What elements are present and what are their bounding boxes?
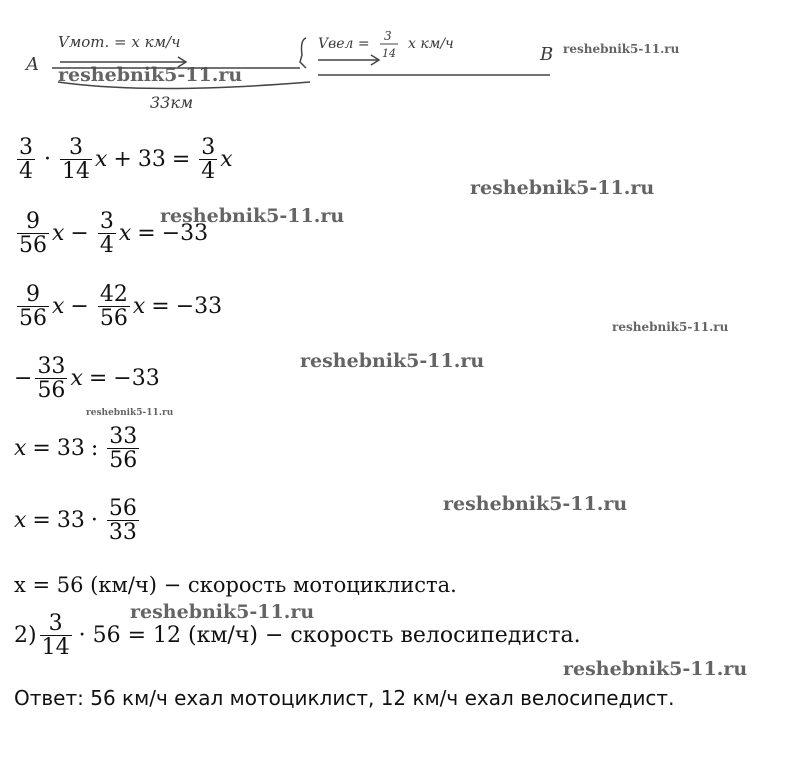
variable: x — [95, 147, 108, 173]
operator: − — [70, 221, 89, 247]
watermark: reshebnik5-11.ru — [563, 42, 680, 56]
constant: 33 — [56, 508, 85, 534]
minus-sign: − — [14, 366, 33, 392]
constant: 33 — [56, 436, 85, 462]
frac-num: 9 — [26, 282, 40, 307]
step-2-text: · 56 = 12 (км/ч) − скорость велосипедиста. — [78, 623, 581, 649]
constant: 33 — [137, 147, 166, 173]
operator: − — [70, 294, 89, 320]
frac-num: 3 — [201, 135, 216, 160]
equation-3 — [14, 283, 222, 330]
equals-sign: = — [32, 436, 51, 462]
variable: x — [132, 294, 146, 320]
watermark: reshebnik5-11.ru — [160, 205, 345, 227]
frac-den: 14 — [41, 635, 70, 661]
bike-speed-prefix: Vвел = — [318, 36, 370, 52]
answer-text: Ответ: 56 км/ч ехал мотоциклист, 12 км/ч ехал велосипедист. — [14, 686, 675, 710]
frac-den: 4 — [201, 159, 216, 185]
equation-1: $\frac{3}{4}$ · $\frac{3}{14}$ x + 33 = $\frac{3}{4}$ x — [19, 135, 233, 185]
equals-sign: = — [137, 221, 156, 247]
moto-speed-label: Vмот. = x км/ч — [58, 33, 181, 51]
frac-num: 56 — [108, 496, 137, 521]
equals-sign: = — [171, 147, 191, 173]
equals-sign: = — [88, 366, 108, 392]
equation-2 — [14, 210, 208, 257]
frac-den: 14 — [62, 159, 90, 185]
frac-num: 9 — [26, 209, 40, 234]
step-2 — [14, 612, 581, 659]
watermark: reshebnik5-11.ru — [563, 658, 748, 680]
variable: x — [14, 436, 27, 462]
watermark: reshebnik5-11.ru — [86, 408, 174, 418]
step-number: 2) — [14, 623, 37, 649]
point-a-label: A — [26, 54, 39, 75]
watermark: reshebnik5-11.ru — [300, 350, 485, 372]
frac-num: 33 — [37, 354, 66, 379]
watermark: reshebnik5-11.ru — [58, 64, 243, 86]
equation-6 — [14, 497, 142, 544]
frac-den: 56 — [109, 448, 138, 474]
watermark: reshebnik5-11.ru — [470, 177, 655, 199]
equation-4 — [14, 355, 160, 402]
frac-den: 56 — [19, 306, 47, 332]
distance-label: 33км — [150, 93, 194, 112]
frac-den: 56 — [19, 233, 47, 259]
equals-sign: = — [32, 508, 51, 534]
equals-sign: = — [151, 294, 170, 320]
frac-num: 3 — [99, 209, 114, 234]
operator: + — [113, 147, 132, 173]
frac-den: 4 — [19, 159, 33, 185]
watermark: reshebnik5-11.ru — [443, 493, 628, 515]
frac-den: 33 — [108, 520, 137, 546]
point-b-label: B — [540, 44, 554, 65]
frac-num: 42 — [99, 282, 128, 307]
frac-num: 3 — [69, 135, 83, 160]
variable: x — [52, 221, 65, 247]
frac-den: 56 — [37, 378, 66, 404]
watermark: reshebnik5-11.ru — [612, 320, 729, 334]
variable: x — [118, 221, 132, 247]
rhs-value: −33 — [161, 221, 209, 247]
bike-speed-num: 3 — [384, 29, 392, 43]
operator: · — [90, 508, 98, 534]
variable: x — [70, 366, 83, 392]
variable: x — [220, 147, 233, 173]
bike-speed-den: 14 — [382, 47, 396, 60]
rhs-value: −33 — [175, 294, 223, 320]
variable: x — [52, 294, 65, 320]
frac-num: 3 — [48, 611, 63, 636]
frac-den: 4 — [99, 233, 114, 259]
variable: x — [14, 508, 27, 534]
result-moto-speed: x = 56 (км/ч) − скорость мотоциклиста. — [14, 573, 457, 597]
frac-den: 56 — [99, 306, 128, 332]
equation-5 — [14, 425, 142, 472]
rhs-value: −33 — [113, 366, 160, 392]
frac-num: 33 — [109, 424, 138, 449]
bike-speed-suffix: x км/ч — [408, 36, 454, 52]
frac-num: 3 — [19, 135, 33, 160]
watermark: reshebnik5-11.ru — [130, 601, 315, 623]
operator: : — [90, 436, 99, 462]
